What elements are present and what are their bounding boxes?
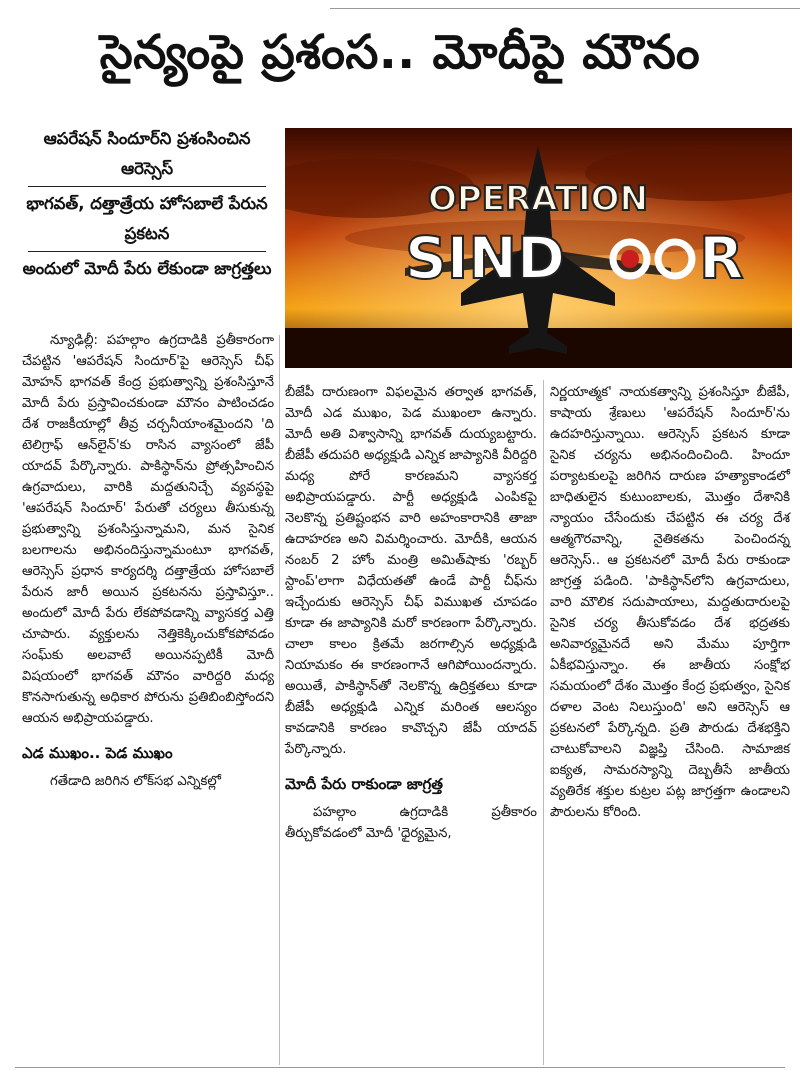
top-rule bbox=[330, 8, 800, 9]
section-heading-modi-peru: మోదీ పేరు రాకుండా జాగ్రత్త bbox=[285, 775, 443, 793]
column-2-paragraph-2: పహల్గాం ఉగ్రదాడికి ప్రతీకారం తీర్చుకోవడంలో మోదీ 'ధైర్యమైన, bbox=[285, 805, 537, 841]
subheading-2: భాగవత్, దత్తాత్రేయ హోసబాలే పేరున ప్రకటన bbox=[26, 194, 268, 243]
article-column-1 bbox=[22, 330, 274, 792]
column-1-paragraph: న్యూఢిల్లీ: పహల్గాం ఉగ్రదాడికి ప్రతీకారంగా చేపట్టిన 'ఆపరేషన్ సిందూర్'పై ఆరెస్సెస్ చీఫ్ మోహన్ భాగవత్ కేంద్ర ప్రభుత్వాన్ని ప్రశంసిస్తూనే మోదీ పేరు ప్రస్తావించకుండా మౌనం పాటించడం దేశ రాజకీయాల్లో తీవ్ర చర్చనీయాంశమైందని 'ది టెలిగ్రాఫ్ ఆన్‌లైన్'కు రాసిన వ్యాసంలో జేపీ యాదవ్ పేర్కొన్నారు. పాకిస్థాన్‌ను ప్రోత్సహించిన ఉగ్రవాదులు, వారికి మద్దతునిచ్చే వ్యవస్థపై 'ఆపరేషన్ సిందూర్' పేరుతో చర్యలు తీసుకున్న ప్రభుత్వాన్ని ప్రశంసిస్తున్నామని, మన సైనిక బలగాలను అభినందిస్తున్నామంటూ భాగవత్, ఆరెస్సెస్ ప్రధాన కార్యదర్శి దత్తాత్రేయ హోసబాలే పేరున జారీ అయిన ప్రకటనను ప్రస్తావిస్తూ.. అందులో మోదీ పేరు లేకపోవడాన్ని వ్యాసకర్త ఎత్తి చూపారు. వ్యక్తులను నెత్తికెక్కించుకోకపోవడం సంఘ్‌కు అలవాటే అయినప్పటికీ మోదీ విషయంలో భాగవత్ మౌనం వారిద్దరి మధ్య కొనసాగుతున్న అధికార పోరును ప్రతిబింబిస్తోందని ఆయన అభిప్రాయపడ్డారు. bbox=[22, 333, 274, 726]
column-3-paragraph: నిర్ణయాత్మక' నాయకత్వాన్ని ప్రశంసిస్తూ బీజేపీ, కాషాయ శ్రేణులు 'ఆపరేషన్ సిందూర్'ను ఉదహరిస్తున్నాయి. ఆరెస్సెస్ ప్రకటన కూడా సైనిక చర్యను అభినందించింది. హిందూ పర్యాటకులపై జరిగిన దారుణ హత్యాకాండలో బాధితులైన కుటుంబాలకు, మొత్తం దేశానికి న్యాయం చేసేందుకు చేపట్టిన ఈ చర్య దేశ ఆత్మగౌరవాన్ని, నైతికతను పెంచిందన్న ఆరెస్సెస్.. ఆ ప్రకటనలో మోదీ పేరు రాకుండా జాగ్రత్త పడింది. 'పాకిస్థాన్‌లోని ఉగ్రవాదులు, వారి మౌలిక సదుపాయాలు, మద్దతుదారులపై సైనిక చర్య తీసుకోవడం దేశ భద్రతకు అనివార్యమైనదే అని మేము పూర్తిగా ఏకీభవిస్తున్నాం. ఈ జాతీయ సంక్షోభ సమయంలో దేశం మొత్తం కేంద్ర ప్రభుత్వం, సైనిక దళాల వెంట నిలుస్తుంది' అని ఆరెస్సెస్ ఆ ప్రకటనలో పేర్కొన్నది. ప్రతి పౌరుడు దేశభక్తిని చాటుకోవాలని విజ్ఞప్తి చేసింది. సామాజిక ఐక్యత, సామరస్యాన్ని దెబ్బతీసే జాతీయ వ్యతిరేక శక్తుల కుట్రల పట్ల జాగ్రత్తగా ఉండాలని పౌరులను కోరింది. bbox=[550, 385, 790, 820]
column-rule bbox=[543, 380, 544, 1065]
headline: సైన్యంపై ప్రశంస.. మోదీపై మౌనం bbox=[99, 25, 701, 80]
column-rule bbox=[279, 335, 280, 1065]
section-heading-ed-mukham: ఎడ ముఖం.. పెడ ముఖం bbox=[22, 744, 173, 762]
subheading-divider bbox=[28, 251, 266, 252]
photo-title-line2a: SIND bbox=[405, 224, 566, 292]
subheading-1: ఆపరేషన్ సిందూర్‌ని ప్రశంసించిన ఆరెస్సెస్ bbox=[43, 129, 251, 178]
sindoor-dot-icon bbox=[621, 250, 639, 268]
article-column-2 bbox=[285, 382, 537, 844]
photo-title-line1: OPERATION bbox=[427, 179, 649, 219]
photo-graphic bbox=[285, 128, 792, 368]
column-2-paragraph: బీజేపీ దారుణంగా విఫలమైన తర్వాత భాగవత్, మోదీ ఎడ ముఖం, పెడ ముఖంలా ఉన్నారు. మోదీ అతి విశ్వాసాన్ని భాగవత్ దుయ్యబట్టారు. బీజేపీ తదుపరి అధ్యక్షుడి ఎన్నిక జాప్యానికి వీరిద్దరి మధ్య పోరే కారణమని వ్యాసకర్త అభిప్రాయపడ్డారు. పార్టీ అధ్యక్షుడి ఎంపికపై నెలకొన్న ప్రతిష్టంభన వారి అహంకారానికి తాజా ఉదాహరణ అని విమర్శించారు. మోదీకి, ఆయన నంబర్ 2 హోం మంత్రి అమిత్‌షాకు 'రబ్బర్ స్టాంప్'లాగా విధేయతతో ఉండే పార్టీ చీఫ్‌ను ఇచ్చేందుకు ఆరెస్సెస్ చీఫ్ విముఖత చూపడం కూడా ఈ జాప్యానికి మరో కారణంగా పేర్కొన్నారు. చాలా కాలం క్రితమే జరగాల్సిన అధ్యక్షుడి నియామకం ఈ కారణంగానే ఆగిపోయిందన్నారు. అయితే, పాకిస్థాన్‌తో నెలకొన్న ఉద్రిక్తతలు కూడా బీజేపీ అధ్యక్షుడి ఎన్నిక మరింత ఆలస్యం కావడానికి కారణం కావొచ్చని జేపీ యాదవ్ పేర్కొన్నారు. bbox=[285, 385, 537, 757]
subheading-divider bbox=[28, 186, 266, 187]
article-column-3 bbox=[550, 382, 790, 823]
photo-title-line2b: R bbox=[699, 224, 744, 292]
operation-sindoor-photo bbox=[285, 128, 792, 368]
bottom-rule bbox=[15, 1067, 785, 1068]
subheading-3: అందులో మోదీ పేరు లేకుండా జాగ్రత్తలు bbox=[22, 259, 272, 278]
subheading-block bbox=[22, 124, 272, 284]
column-1-paragraph-2: గతేడాది జరిగిన లోక్‌సభ ఎన్నికల్లో bbox=[50, 774, 221, 789]
